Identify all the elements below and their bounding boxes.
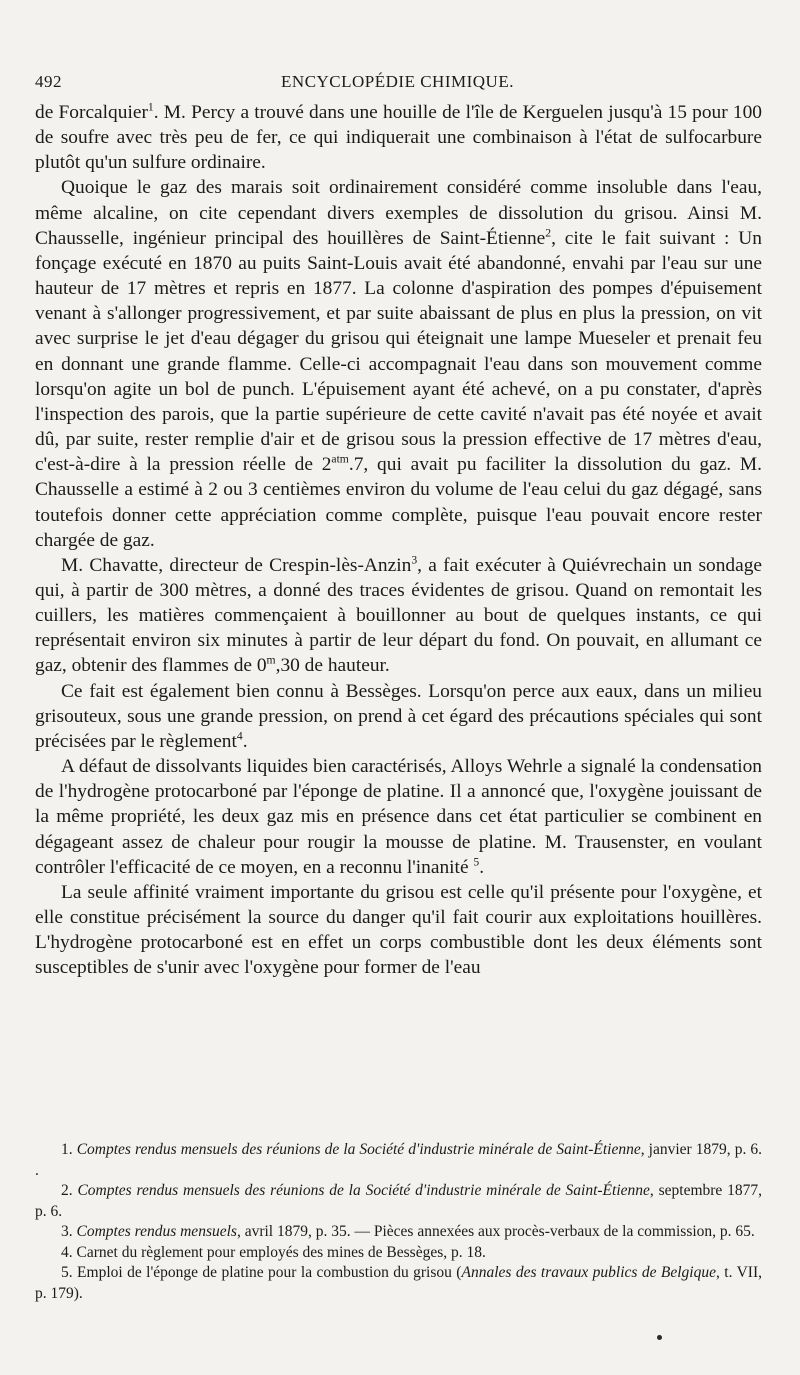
paragraph-5: [35, 754, 762, 880]
footnote-source-title: Comptes rendus mensuels: [76, 1223, 237, 1240]
text-run: ,30 de hauteur.: [275, 655, 390, 677]
footnote-number: 2.: [61, 1182, 78, 1199]
footnote-text: , septembre 1877, p. 6.: [35, 1182, 763, 1220]
paragraph-1: [35, 100, 762, 175]
paragraph-6: La seule affinité vraiment importante du grisou est celle qu'il présente pour l'oxygène, et elle constitue précisément la source du danger qu'il fait courir aux exploitations houillères. L'hydrogène protocarboné est en effet un corps combustible dont les deux éléments sont susceptibles de s'unir avec l'oxygène pour former de l'eau: [35, 881, 762, 979]
footnote-ref-1: 1: [147, 100, 154, 114]
footnote-source-title: Comptes rendus mensuels des réunions de la Société d'industrie minérale de Saint-Étienne: [77, 1182, 650, 1199]
footnote-text: , janvier 1879, p. 6. .: [35, 1141, 763, 1179]
footnote-ref-2: 2: [545, 226, 552, 240]
page-number: 492: [35, 72, 62, 91]
footnote-source-title: Annales des travaux publics de Belgique: [461, 1264, 716, 1281]
footnote-2: [35, 1181, 762, 1222]
footnote-ref-4: 4: [236, 729, 243, 743]
footnote-text: , avril 1879, p. 35. — Pièces annexées aux procès-verbaux de la commission, p. 65.: [236, 1223, 755, 1240]
unit-superscript: m: [266, 653, 276, 667]
text-run: .: [242, 730, 248, 752]
footnote-number: 1.: [61, 1141, 77, 1158]
footnote-text: Emploi de l'éponge de platine pour la combustion du grisou (: [77, 1264, 462, 1281]
text-run: , a fait exécuter à Quiévrechain un sondage qui, à partir de 300 mètres, a donné des traces évidentes de grisou. Quand on remontait les cuillers, les matières commençaient à bouillonner au bout de quelques instants, ce qui représentait environ six minutes à partir de leur départ du fond. On pouvait, en allumant ce gaz, obtenir des flammes de 0: [35, 554, 762, 677]
footnote-ref-5: 5: [473, 855, 480, 869]
text-run: , cite le fait suivant : Un fonçage exécuté en 1870 au puits Saint-Louis avait été abandonné, envahi par l'eau sur une hauteur de 17 mètres et repris en 1877. La colonne d'aspiration des pompes d'épuisement venant à s'allonger progressivement, et par suite abaissant de plus en plus la pression, on vit avec surprise le jet d'eau dégager du grisou qui éteignait une lampe Mueseler et prenait feu en donnant une grande flamme. Celle-ci accompagnait l'eau dans son mouvement comme lorsqu'on agite un bol de punch. L'épuisement ayant été achevé, on a pu constater, d'après l'inspection des parois, que la partie supérieure de cette cavité n'avait pas été noyée et avait dû, par suite, rester remplie d'air et de grisou sous la pression effective de 17 mètres d'eau, c'est-à-dire à la pression réelle de 2: [35, 227, 763, 476]
footnotes: [35, 1140, 762, 1304]
footnote-5: [35, 1263, 762, 1304]
text-run: de Forcalquier: [35, 102, 148, 123]
text-run: . M. Percy a trouvé dans une houille de l'île de Kerguelen jusqu'à 15 pour 100 de soufre avec très peu de fer, ce qui indiquerait une combinaison à l'état de sulfocarbure plutôt qu'un sulfure ordinaire.: [35, 102, 763, 174]
footnote-number: 3.: [61, 1223, 77, 1240]
text-run: .: [479, 856, 485, 878]
paragraph-2: [35, 175, 762, 552]
footnote-text: , t. VII, p. 179).: [35, 1264, 762, 1302]
ink-dot: [657, 1335, 662, 1340]
footnote-number: 5.: [61, 1264, 78, 1281]
page-header: [35, 72, 760, 98]
unit-superscript: atm: [331, 452, 349, 466]
paragraph-4: [35, 679, 762, 754]
body-text: [35, 100, 762, 980]
footnote-text: Carnet du règlement pour employés des mines de Bessèges, p. 18.: [76, 1243, 486, 1261]
footnote-3: [35, 1222, 762, 1243]
footnote-number: 4.: [61, 1243, 77, 1261]
footnote-1: [35, 1140, 762, 1181]
text-run: .7, qui avait pu faciliter la dissolution du gaz. M. Chausselle a estimé à 2 ou 3 centièmes environ du volume de l'eau celui du gaz dégagé, sans toutefois donner cette appréciation comme complète, puisque l'eau pouvait encore rester chargée de gaz.: [35, 454, 762, 551]
text-run: Ce fait est également bien connu à Bessèges. Lorsqu'on perce aux eaux, dans un milieu grisouteux, sous une grande pression, on prend à cet égard des précautions spéciales qui sont précisées par le règlement: [35, 680, 762, 752]
running-title: ENCYCLOPÉDIE CHIMIQUE.: [281, 72, 514, 91]
footnote-ref-3: 3: [411, 553, 418, 567]
text-run: Quoique le gaz des marais soit ordinairement considéré comme insoluble dans l'eau, même alcaline, on cite cependant divers exemples de dissolution du grisou. Ainsi M. Chausselle, ingénieur principal des houillères de Saint-Étienne: [35, 177, 762, 249]
footnote-4: [35, 1243, 762, 1264]
text-run: M. Chavatte, directeur de Crespin-lès-Anzin: [61, 554, 412, 576]
footnote-source-title: Comptes rendus mensuels des réunions de la Société d'industrie minérale de Saint-Étienne: [76, 1141, 641, 1158]
text-run: A défaut de dissolvants liquides bien caractérisés, Alloys Wehrle a signalé la condensation de l'hydrogène protocarboné par l'éponge de platine. Il a annoncé que, l'oxygène jouissant de la même propriété, les deux gaz mis en présence dans cet état particulier se combinent en dégageant assez de chaleur pour rougir la mousse de platine. M. Trausenster, en voulant contrôler l'efficacité de ce moyen, en a reconnu l'inanité: [35, 756, 762, 878]
paragraph-3: [35, 553, 762, 679]
